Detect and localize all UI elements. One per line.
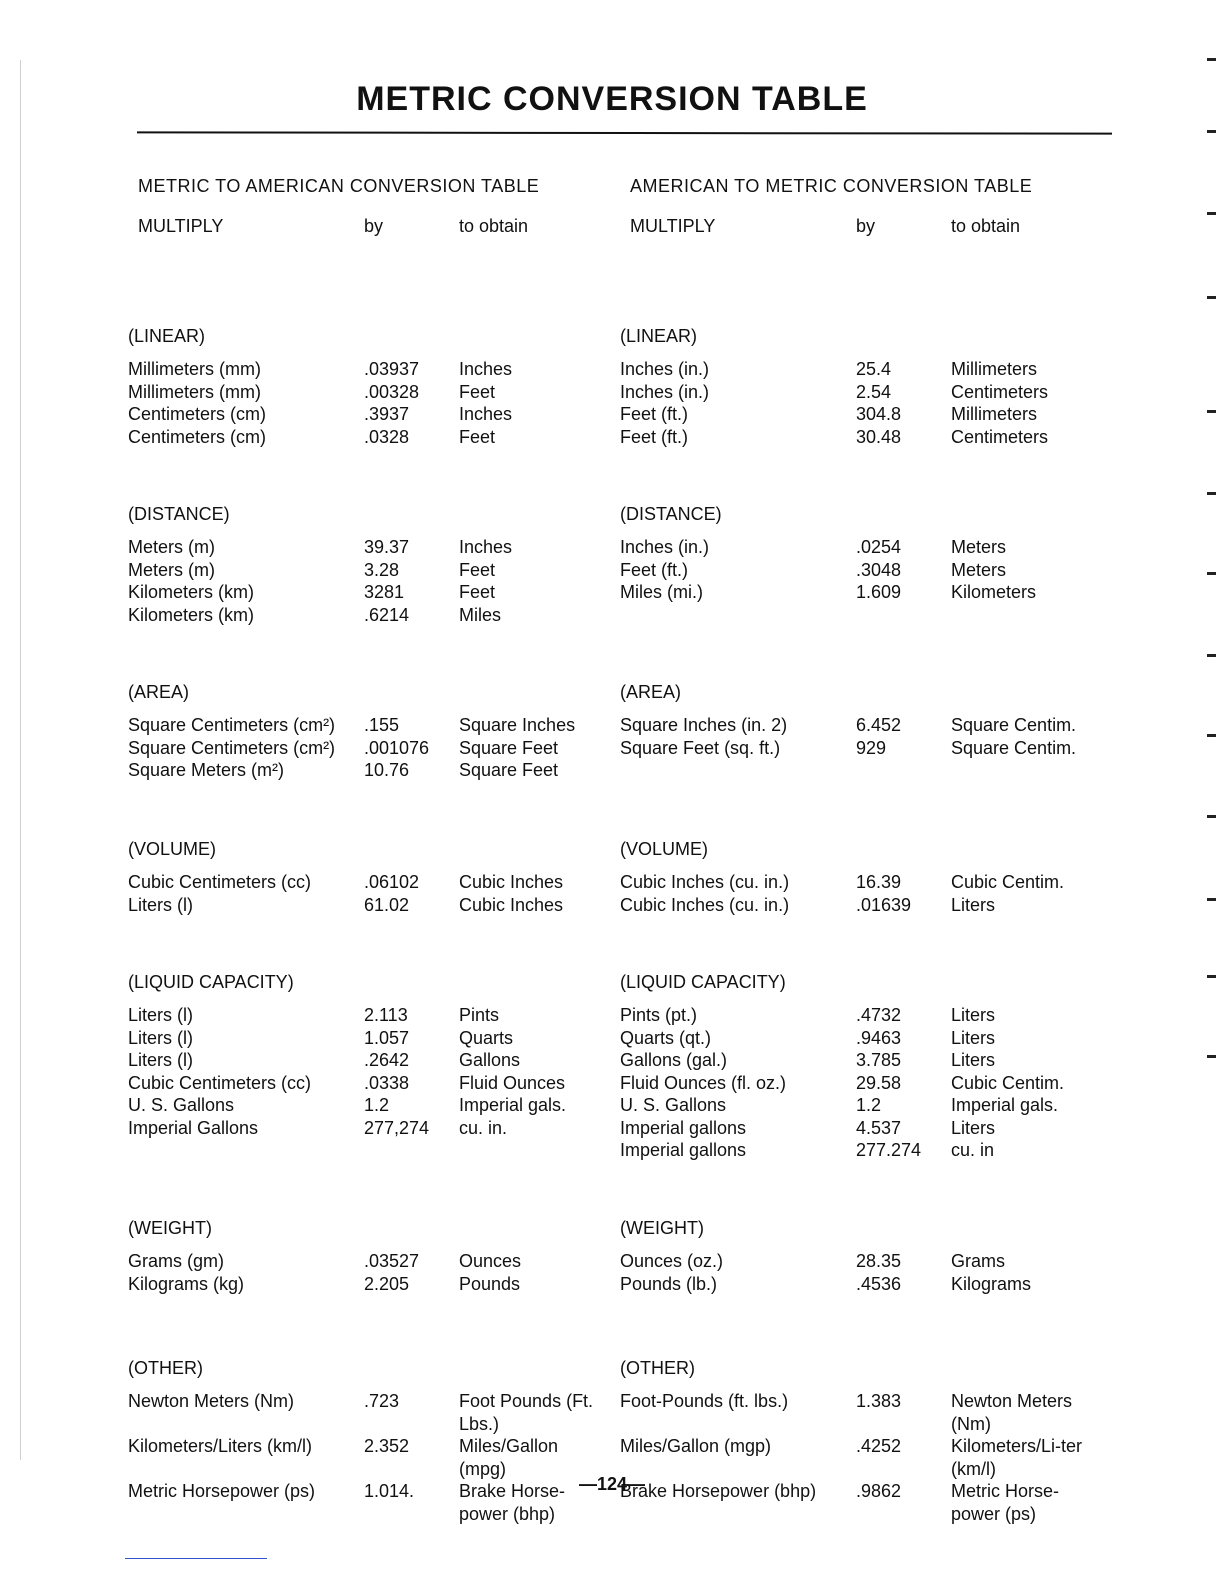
from-unit: Square Meters (m²) [128,760,285,780]
page-title: METRIC CONVERSION TABLE [356,80,868,118]
conversion-row [620,737,1110,760]
factor: 3.28 [364,559,400,580]
to-unit: Feet [459,559,496,580]
from-unit: Centimeters (cm) [128,404,267,424]
conversion-row [620,381,1110,404]
to-unit: Pounds [459,1273,521,1294]
from-unit: Pints (pt.) [620,1005,698,1025]
title-rule [137,131,1112,134]
to-unit: Feet [459,582,496,602]
factor: .001076 [364,737,430,758]
margin-mark [1207,58,1216,61]
factor: 30.48 [856,426,902,447]
conversion-row [128,581,618,604]
to-unit: Meters [951,559,1007,580]
section-other [620,1358,1110,1525]
section-volume [128,839,618,916]
section-title: (LIQUID CAPACITY) [128,972,294,992]
to-unit: Ounces [459,1251,522,1271]
margin-mark [1207,492,1216,495]
factor: 1.014. [364,1481,415,1501]
factor: 28.35 [856,1251,902,1271]
factor: .155 [364,715,400,735]
section-title: (AREA) [128,682,190,702]
panel-heading: METRIC TO AMERICAN CONVERSION TABLE [138,176,540,196]
section-distance [620,504,1110,604]
factor: 3.785 [856,1050,902,1070]
to-unit: cu. in [951,1140,995,1160]
margin-mark [1207,212,1216,215]
conversion-row [620,894,1110,917]
section-area [128,682,618,782]
conversion-row [620,714,1110,737]
from-unit: Foot-Pounds (ft. lbs.) [620,1391,789,1411]
from-unit: Square Centimeters (cm²) [128,737,336,758]
col-obtain: to obtain [951,216,1021,236]
section-volume [620,839,1110,916]
from-unit: Cubic Centimeters (cc) [128,872,312,892]
factor: .01639 [856,894,912,915]
section-title: (WEIGHT) [620,1218,704,1238]
to-unit: Inches [459,537,513,557]
conversion-row [620,581,1110,604]
to-unit: Square Feet [459,760,559,780]
factor: .03527 [364,1251,420,1271]
section-title: (OTHER) [620,1358,695,1378]
margin-mark [1207,296,1216,299]
factor: 61.02 [364,894,410,915]
to-unit: Centimeters [951,381,1049,402]
to-unit: Metric Horse-power (ps) [951,1481,1060,1524]
factor: .4536 [856,1273,902,1294]
to-unit: Inches [459,404,513,424]
to-unit: Grams [951,1251,1005,1271]
to-unit: Fluid Ounces [459,1072,566,1093]
to-unit: Liters [951,1050,996,1070]
to-unit: Square Centim. [951,715,1077,735]
factor: .0254 [856,537,902,557]
from-unit: Square Centimeters (cm²) [128,715,336,735]
factor: 25.4 [856,359,892,379]
margin-mark [1207,734,1216,737]
factor: .4732 [856,1005,902,1025]
from-unit: Millimeters (mm) [128,381,261,402]
margin-mark [1207,572,1216,575]
conversion-row [620,358,1110,381]
from-unit: Meters (m) [128,537,215,557]
to-unit: Millimeters [951,404,1038,424]
section-liquid-capacity [128,972,618,1139]
section-other [128,1358,618,1525]
scan-artifact-line [125,1558,267,1559]
from-unit: Liters (l) [128,894,194,915]
factor: 304.8 [856,404,902,424]
conversion-row [620,1273,1110,1296]
col-obtain: to obtain [459,216,529,236]
section-title: (DISTANCE) [620,504,722,524]
from-unit: Cubic Inches (cu. in.) [620,894,790,915]
from-unit: Fluid Ounces (fl. oz.) [620,1072,787,1093]
to-unit: Cubic Centim. [951,872,1065,892]
to-unit: Cubic Centim. [951,1072,1065,1093]
to-unit: Liters [951,1117,996,1138]
factor: 929 [856,737,887,758]
to-unit: Brake Horse-power (bhp) [459,1481,566,1524]
from-unit: Pounds (lb.) [620,1273,718,1294]
conversion-row [128,759,618,782]
conversion-row [128,536,618,559]
section-area [620,682,1110,759]
conversion-row [620,1004,1110,1027]
conversion-row [128,1049,618,1072]
factor: 39.37 [364,537,410,557]
conversion-row [128,1250,618,1273]
conversion-row [128,1390,618,1435]
conversion-row [620,871,1110,894]
conversion-row [128,604,618,627]
factor: .06102 [364,872,420,892]
factor: .2642 [364,1050,410,1070]
factor: 2.352 [364,1436,410,1456]
column-headers [128,216,618,242]
from-unit: Inches (in.) [620,359,710,379]
from-unit: Liters (l) [128,1005,194,1025]
from-unit: Feet (ft.) [620,404,689,424]
to-unit: Kilometers [951,582,1037,602]
factor: 277,274 [364,1117,430,1138]
conversion-row [128,714,618,737]
section-title: (AREA) [620,682,682,702]
conversion-row [128,1072,618,1095]
conversion-row [128,1004,618,1027]
from-unit: Metric Horsepower (ps) [128,1481,316,1501]
factor: .0328 [364,426,410,447]
from-unit: Cubic Centimeters (cc) [128,1072,312,1093]
conversion-row [620,1094,1110,1117]
conversion-row [128,1273,618,1296]
conversion-row [128,559,618,582]
from-unit: Square Feet (sq. ft.) [620,737,781,758]
col-multiply: MULTIPLY [138,216,224,236]
from-unit: Newton Meters (Nm) [128,1391,295,1411]
to-unit: Feet [459,426,496,447]
factor: 2.205 [364,1273,410,1294]
from-unit: Kilograms (kg) [128,1273,245,1294]
from-unit: Meters (m) [128,559,215,580]
scan-edge [20,60,21,1460]
to-unit: Inches [459,359,513,379]
from-unit: Imperial gallons [620,1140,747,1160]
to-unit: Miles/Gallon (mpg) [459,1436,559,1479]
from-unit: Feet (ft.) [620,559,689,580]
to-unit: Millimeters [951,359,1038,379]
to-unit: cu. in. [459,1117,508,1138]
column-headers [620,216,1110,242]
margin-mark [1207,975,1216,978]
factor: .9862 [856,1481,902,1501]
factor: 3281 [364,582,405,602]
factor: 1.2 [856,1095,882,1115]
factor: .0338 [364,1072,410,1093]
factor: 1.383 [856,1391,902,1411]
conversion-row [128,403,618,426]
from-unit: Kilometers/Liters (km/l) [128,1436,313,1456]
from-unit: Miles/Gallon (mgp) [620,1436,772,1456]
from-unit: Liters (l) [128,1027,194,1048]
section-title: (WEIGHT) [128,1218,212,1238]
margin-mark [1207,898,1216,901]
conversion-row [128,1094,618,1117]
conversion-row [620,559,1110,582]
from-unit: Miles (mi.) [620,582,703,602]
from-unit: Kilometers (km) [128,582,255,602]
conversion-row [620,536,1110,559]
conversion-row [620,403,1110,426]
factor: 4.537 [856,1117,902,1138]
section-distance [128,504,618,626]
section-title: (DISTANCE) [128,504,230,524]
col-by: by [856,216,876,236]
margin-mark [1207,654,1216,657]
conversion-row [128,426,618,449]
to-unit: Miles [459,604,502,625]
to-unit: Imperial gals. [951,1095,1059,1115]
to-unit: Newton Meters (Nm) [951,1391,1073,1434]
from-unit: U. S. Gallons [128,1095,235,1115]
conversion-row [620,1049,1110,1072]
to-unit: Gallons [459,1050,521,1070]
american-to-metric-panel [620,176,1110,1524]
section-weight [128,1218,618,1295]
factor: 2.54 [856,381,892,402]
conversion-row [620,426,1110,449]
conversion-row [620,1117,1110,1140]
from-unit: Imperial Gallons [128,1117,259,1138]
to-unit: Liters [951,1027,996,1048]
conversion-row [620,1390,1110,1435]
to-unit: Liters [951,894,996,915]
from-unit: Brake Horsepower (bhp) [620,1481,817,1501]
from-unit: Liters (l) [128,1050,194,1070]
to-unit: Meters [951,537,1007,557]
to-unit: Square Centim. [951,737,1077,758]
from-unit: Cubic Inches (cu. in.) [620,872,790,892]
margin-mark [1207,815,1216,818]
conversion-row [620,1072,1110,1095]
section-weight [620,1218,1110,1295]
factor: .03937 [364,359,420,379]
conversion-row [128,1117,618,1140]
to-unit: Liters [951,1005,996,1025]
section-title: (OTHER) [128,1358,203,1378]
to-unit: Pints [459,1005,500,1025]
factor: 1.2 [364,1095,390,1115]
to-unit: Cubic Inches [459,894,564,915]
factor: 1.609 [856,582,902,602]
from-unit: Square Inches (in. 2) [620,715,788,735]
to-unit: Quarts [459,1027,514,1048]
to-unit: Foot Pounds (Ft. Lbs.) [459,1391,594,1434]
conversion-row [620,1250,1110,1273]
conversion-row [620,1139,1110,1162]
section-linear [128,326,618,448]
to-unit: Centimeters [951,426,1049,447]
factor: 29.58 [856,1072,902,1093]
factor: 277.274 [856,1140,922,1160]
from-unit: Imperial gallons [620,1117,747,1138]
conversion-row [128,871,618,894]
col-multiply: MULTIPLY [630,216,716,236]
to-unit: Square Inches [459,715,576,735]
from-unit: U. S. Gallons [620,1095,727,1115]
factor: .9463 [856,1027,902,1048]
from-unit: Millimeters (mm) [128,359,261,379]
factor: .723 [364,1391,400,1411]
conversion-row [620,1027,1110,1050]
from-unit: Inches (in.) [620,537,710,557]
conversion-row [128,358,618,381]
factor: .3937 [364,404,410,424]
factor: 10.76 [364,760,410,780]
from-unit: Kilometers (km) [128,604,255,625]
factor: 6.452 [856,715,902,735]
to-unit: Imperial gals. [459,1095,567,1115]
col-by: by [364,216,384,236]
margin-mark [1207,1055,1216,1058]
to-unit: Cubic Inches [459,872,564,892]
conversion-row [128,1027,618,1050]
to-unit: Feet [459,381,496,402]
section-linear [620,326,1110,448]
conversion-row [128,894,618,917]
conversion-row [128,737,618,760]
margin-mark [1207,410,1216,413]
factor: 2.113 [364,1005,408,1025]
from-unit: Quarts (qt.) [620,1027,712,1048]
to-unit: Kilometers/Li-ter (km/l) [951,1436,1083,1479]
from-unit: Inches (in.) [620,381,710,402]
from-unit: Grams (gm) [128,1251,224,1271]
section-title: (LINEAR) [620,326,698,346]
from-unit: Ounces (oz.) [620,1251,724,1271]
from-unit: Feet (ft.) [620,426,689,447]
page-number: —124— [578,1474,646,1494]
from-unit: Gallons (gal.) [620,1050,728,1070]
to-unit: Square Feet [459,737,559,758]
section-title: (VOLUME) [128,839,217,859]
factor: .00328 [364,381,420,402]
section-title: (VOLUME) [620,839,709,859]
factor: .4252 [856,1436,902,1456]
from-unit: Centimeters (cm) [128,426,267,447]
section-title: (LINEAR) [128,326,206,346]
margin-mark [1207,130,1216,133]
panel-heading: AMERICAN TO METRIC CONVERSION TABLE [630,176,1033,196]
factor: 1.057 [364,1027,410,1048]
factor: 16.39 [856,872,902,892]
to-unit: Kilograms [951,1273,1032,1294]
section-liquid-capacity [620,972,1110,1162]
section-title: (LIQUID CAPACITY) [620,972,786,992]
factor: .6214 [364,604,410,625]
conversion-row [128,381,618,404]
factor: .3048 [856,559,902,580]
